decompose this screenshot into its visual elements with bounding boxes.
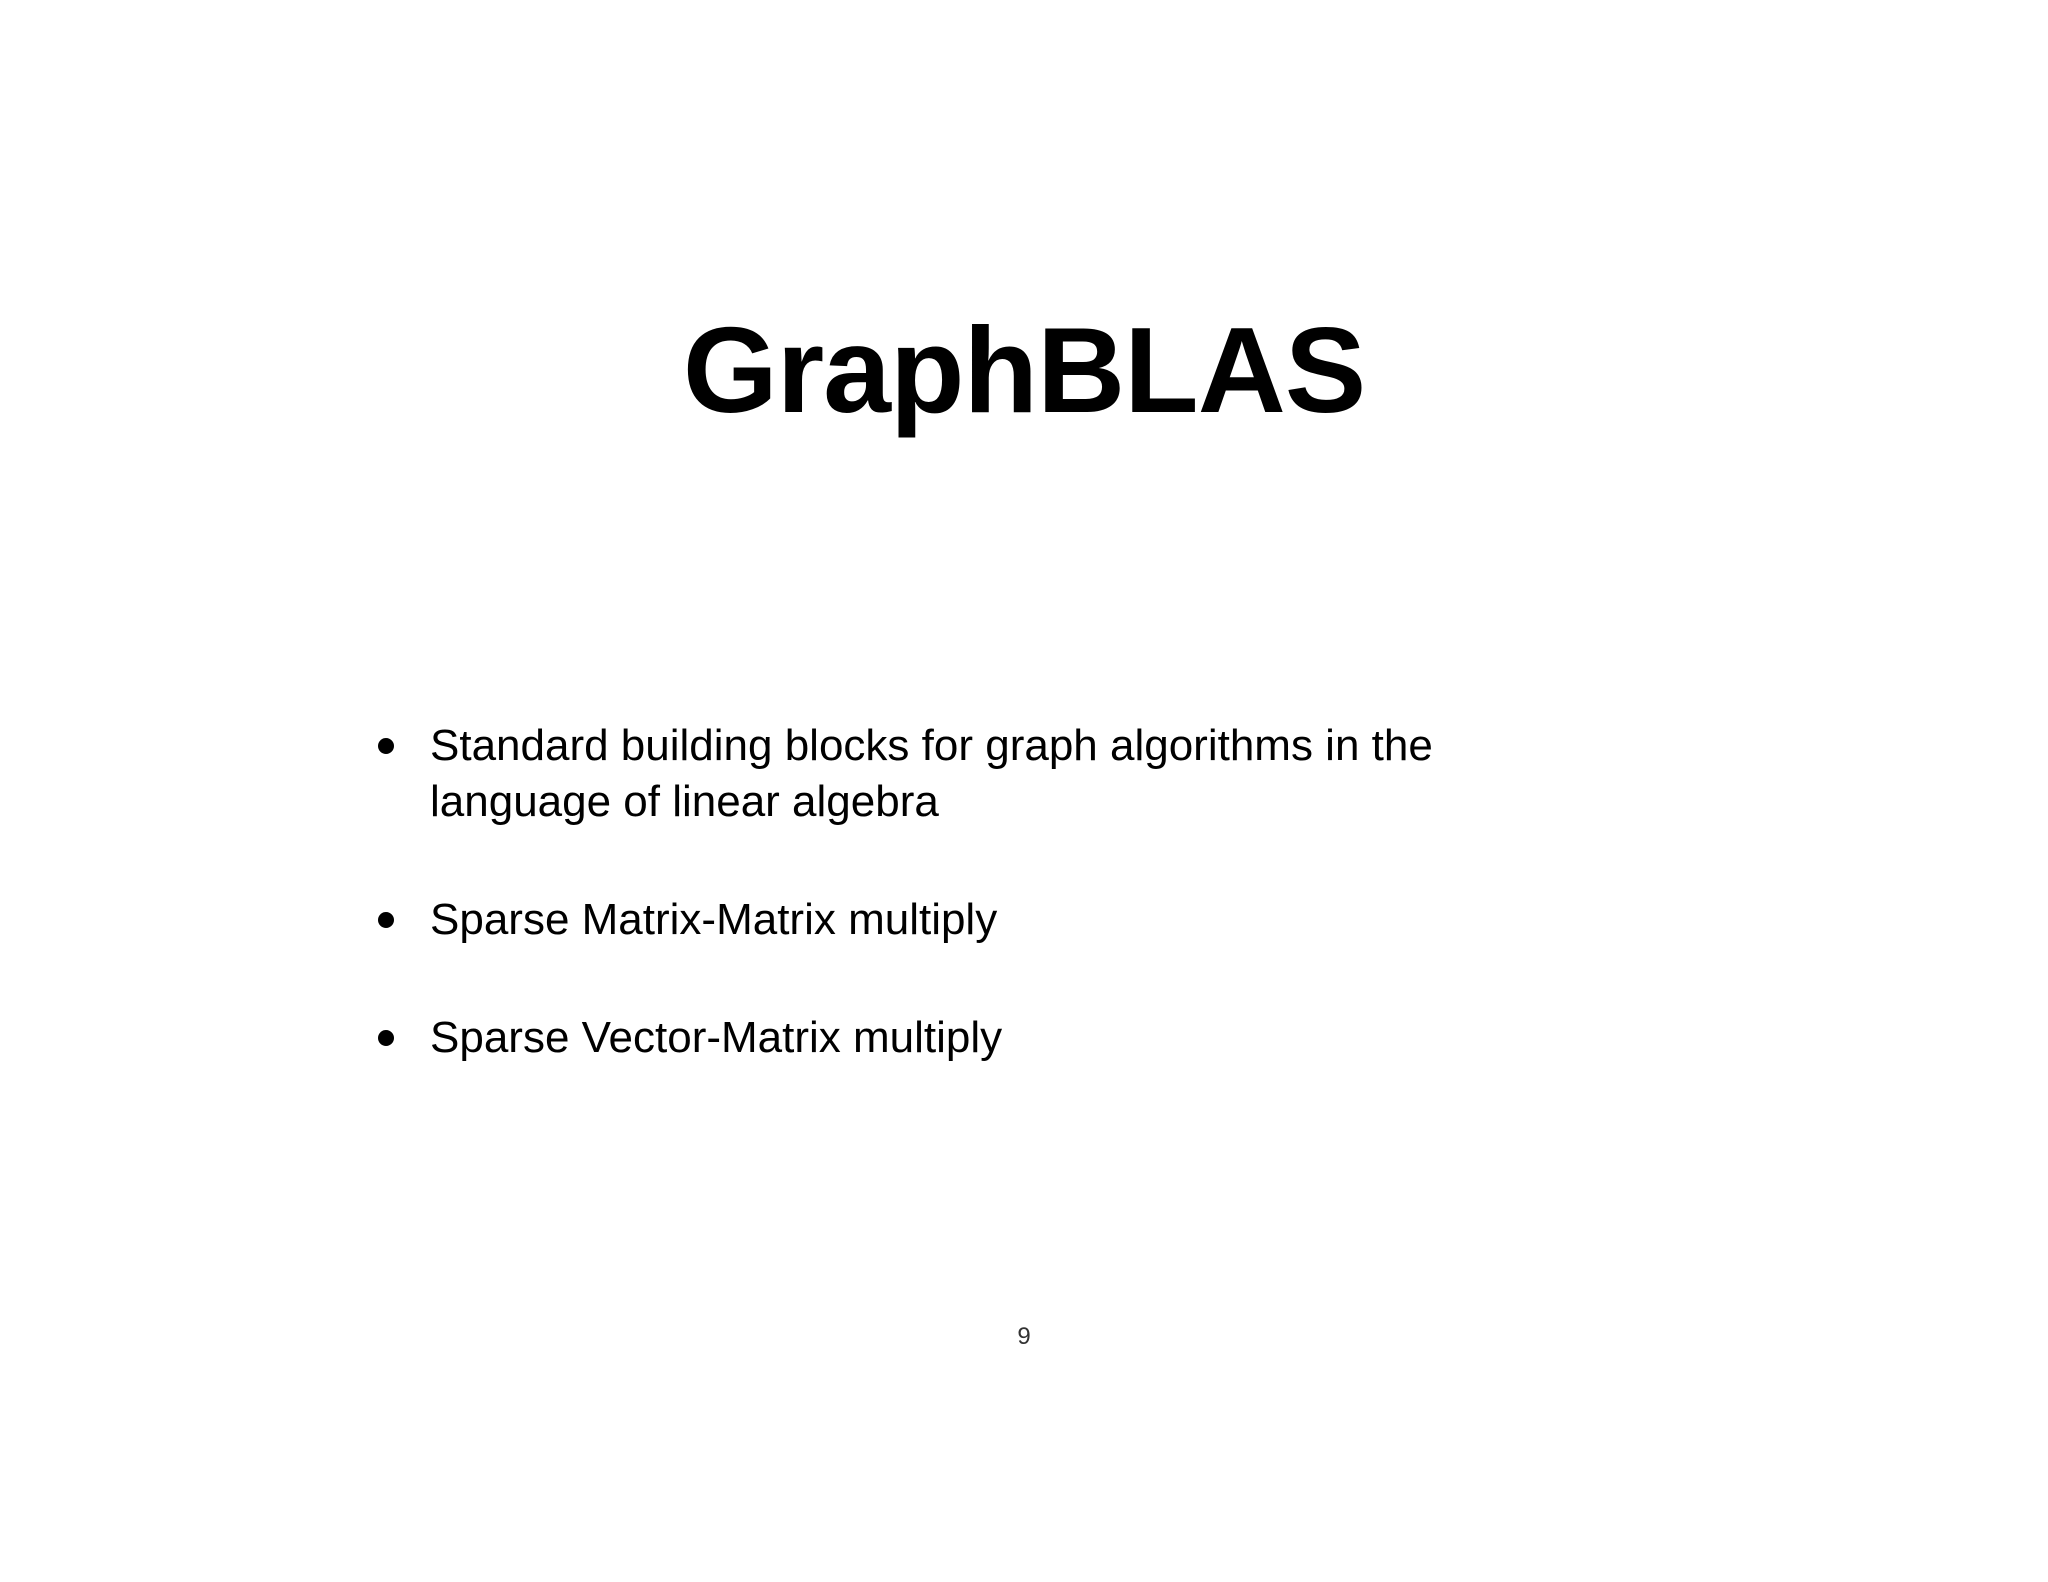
page-number: 9: [1017, 1323, 1031, 1350]
slide-title: GraphBLAS: [682, 302, 1366, 438]
bullet-item: [378, 892, 1578, 948]
bullet-text: Sparse Vector-Matrix multiply: [430, 1013, 1003, 1062]
bullet-dot-icon: [378, 1030, 394, 1046]
bullet-item: [378, 718, 1578, 830]
bullet-dot-icon: [378, 738, 394, 754]
bullet-text: Standard building blocks for graph algorithms in the language of linear algebra: [430, 721, 1433, 826]
bullet-text: Sparse Matrix-Matrix multiply: [430, 895, 998, 944]
bullet-list: [378, 718, 1578, 1128]
bullet-item: [378, 1010, 1578, 1066]
bullet-dot-icon: [378, 912, 394, 928]
